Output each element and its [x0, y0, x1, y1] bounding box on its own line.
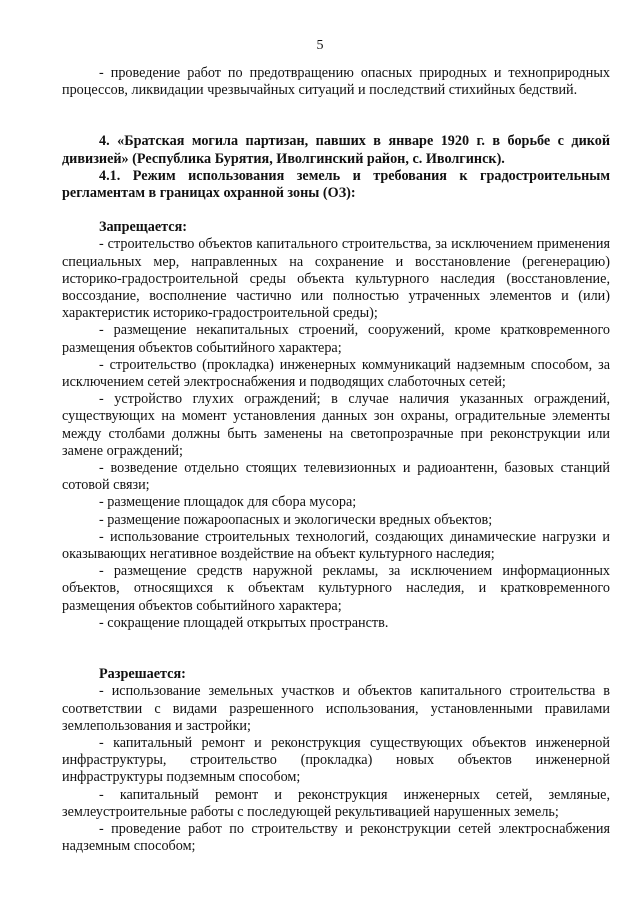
permitted-item: - капитальный ремонт и реконструкция существующих объектов инженерной инфраструктуры, строительство (прокладка) новых объектов инженерной инфраструктуры подземным способом;	[62, 734, 610, 786]
section-heading: 4. «Братская могила партизан, павших в январе 1920 г. в борьбе с дикой дивизией» (Республика Бурятия, Иволгинский район, с. Иволгинск).	[62, 133, 610, 167]
document-body	[62, 65, 610, 855]
prohibited-item: - устройство глухих ограждений; в случае наличия указанных ограждений, существующих на момент установления данных зон охраны, оградительные элементы между столбами должны быть заменены на светопрозрачные при реконструкции или замене ограждений;	[62, 391, 610, 459]
prohibited-item: - размещение площадок для сбора мусора;	[99, 494, 357, 511]
prohibited-item: - использование строительных технологий, создающих динамические нагрузки и оказывающих негативное воздействие на объект культурного наследия;	[62, 528, 610, 563]
permitted-item: - использование земельных участков и объектов капитального строительства в соответствии с видами разрешенного использования, установленными правилами землепользования и застройки;	[62, 683, 610, 734]
prohibited-item: - размещение пожароопасных и экологически вредных объектов;	[99, 511, 493, 528]
permitted-item: - капитальный ремонт и реконструкция инженерных сетей, земляные, землеустроительные работы с последующей рекультивацией нарушенных земель;	[62, 786, 610, 820]
prohibited-item: - сокращение площадей открытых пространств.	[99, 614, 389, 631]
prohibited-item: - размещение некапитальных строений, сооружений, кроме кратковременного размещения объектов событийного характера;	[62, 322, 610, 356]
subsection-heading: 4.1. Режим использования земель и требования к градостроительным регламентам в границах охранной зоны (ОЗ):	[62, 167, 610, 202]
prohibited-title: Запрещается:	[99, 219, 187, 236]
intro-list-item: - проведение работ по предотвращению опасных природных и техноприродных процессов, ликвидации чрезвычайных ситуаций и последствий стихийных бедствий.	[62, 65, 610, 99]
prohibited-item: - размещение средств наружной рекламы, за исключением информационных объектов, относящихся к объектам культурного наследия, и кратковременного размещения объектов событийного характера;	[62, 563, 610, 614]
prohibited-item: - строительство (прокладка) инженерных коммуникаций надземным способом, за исключением сетей электроснабжения и подводящих слаботочных сетей;	[62, 356, 610, 391]
permitted-item: - проведение работ по строительству и реконструкции сетей электроснабжения надземным способом;	[62, 820, 610, 855]
prohibited-item: - строительство объектов капитального строительства, за исключением применения специальных мер, направленных на сохранение и восстановление (регенерацию) историко-градостроительной среды объекта культурного наследия (восстановление, воссоздание, восполнение частично или полностью утраченных элементов и (или) характеристик историко-градостроительной среды);	[62, 236, 610, 322]
permitted-title: Разрешается:	[99, 666, 186, 683]
page-number: 5	[316, 38, 324, 53]
prohibited-item: - возведение отдельно стоящих телевизионных и радиоантенн, базовых станций сотовой связи;	[62, 460, 610, 494]
